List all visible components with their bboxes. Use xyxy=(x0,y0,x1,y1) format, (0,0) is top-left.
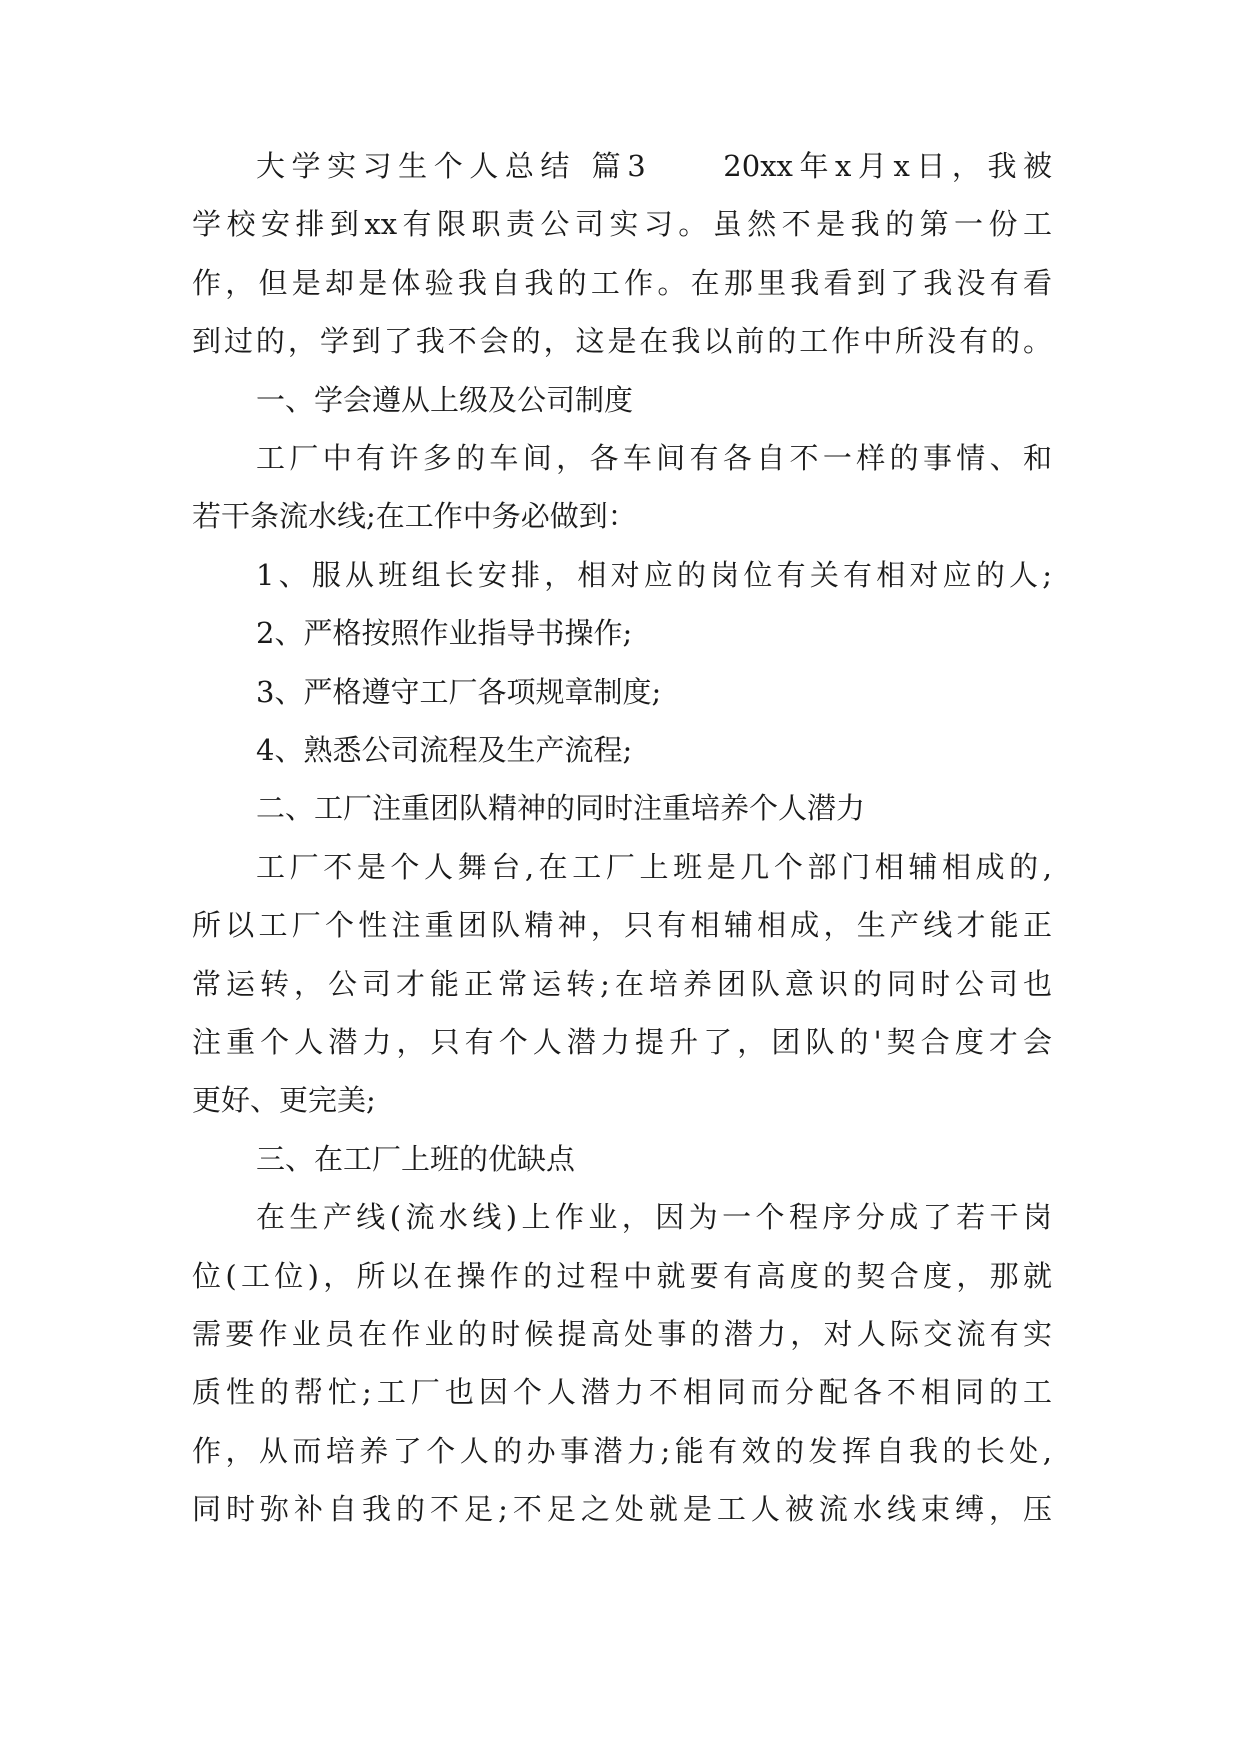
text-line: 作，从而培养了个人的办事潜力;能有效的发挥自我的长处, xyxy=(192,1434,1052,1468)
text-line: 3、严格遵守工厂各项规章制度; xyxy=(256,675,662,709)
text-line: 需要作业员在作业的时候提高处事的潜力，对人际交流有实 xyxy=(192,1317,1052,1351)
text-line: 若干条流水线;在工作中务必做到： xyxy=(192,499,637,533)
text-line: 到过的，学到了我不会的，这是在我以前的工作中所没有的。 xyxy=(192,324,1052,358)
text-line: 大学实习生个人总结 篇3 20xx年x月x日，我被 xyxy=(256,149,1052,183)
text-line: 常运转，公司才能正常运转;在培养团队意识的同时公司也 xyxy=(192,967,1052,1001)
text-line: 作，但是却是体验我自我的工作。在那里我看到了我没有看 xyxy=(192,266,1052,300)
text-line: 一、学会遵从上级及公司制度 xyxy=(256,383,634,417)
text-line: 所以工厂个性注重团队精神，只有相辅相成，生产线才能正 xyxy=(192,908,1052,942)
text-line: 工厂中有许多的车间，各车间有各自不一样的事情、和 xyxy=(256,441,1052,475)
text-line: 三、在工厂上班的优缺点 xyxy=(256,1142,576,1176)
text-line: 在生产线(流水线)上作业，因为一个程序分成了若干岗 xyxy=(256,1200,1052,1234)
text-line: 注重个人潜力，只有个人潜力提升了，团队的'契合度才会 xyxy=(192,1025,1052,1059)
text-line: 更好、更完美; xyxy=(192,1083,376,1117)
text-line: 2、严格按照作业指导书操作; xyxy=(256,616,633,650)
text-line: 工厂不是个人舞台,在工厂上班是几个部门相辅相成的, xyxy=(256,850,1052,884)
text-line: 质性的帮忙;工厂也因个人潜力不相同而分配各不相同的工 xyxy=(192,1375,1052,1409)
text-line: 同时弥补自我的不足;不足之处就是工人被流水线束缚，压 xyxy=(192,1492,1052,1526)
text-line: 位(工位)，所以在操作的过程中就要有高度的契合度，那就 xyxy=(192,1259,1052,1293)
text-line: 4、熟悉公司流程及生产流程; xyxy=(256,733,633,767)
text-line: 1、服从班组长安排，相对应的岗位有关有相对应的人; xyxy=(256,558,1052,592)
text-line: 二、工厂注重团队精神的同时注重培养个人潜力 xyxy=(256,791,866,825)
text-line: 学校安排到xx有限职责公司实习。虽然不是我的第一份工 xyxy=(192,207,1052,241)
